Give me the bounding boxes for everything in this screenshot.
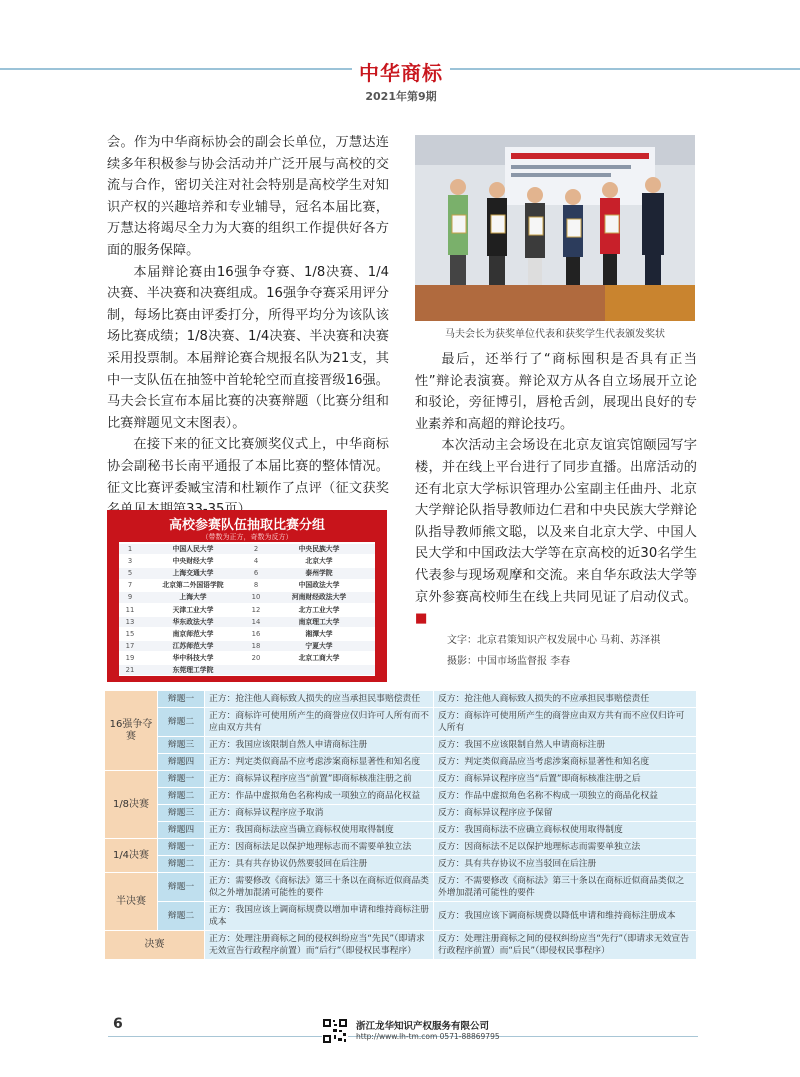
bracket-row <box>119 580 375 590</box>
round-label: 辩题二 <box>158 902 205 931</box>
bracket-seed: 13 <box>125 617 135 626</box>
bracket-seed: 5 <box>127 569 133 578</box>
bracket-seed: 20 <box>251 653 261 662</box>
bracket-seed: 17 <box>125 641 135 650</box>
pro-side: 正方：具有共存协议仍然要驳回在后注册 <box>205 856 434 873</box>
table-row <box>105 805 697 822</box>
pro-side: 正方：抢注他人商标致人损失的应当承担民事赔偿责任 <box>205 691 434 708</box>
bracket-team: 泰州学院 <box>305 569 333 578</box>
bracket-row <box>119 556 375 566</box>
bracket-seed: 10 <box>251 593 261 602</box>
con-side: 反方：因商标法不足以保护地理标志而需要单独立法 <box>434 839 697 856</box>
bracket-seed: 7 <box>127 581 133 590</box>
table-row <box>105 737 697 754</box>
stage-label: 16强争夺赛 <box>105 691 158 771</box>
round-label: 辩题三 <box>158 737 205 754</box>
bracket-row <box>119 641 375 651</box>
bracket-seed: 9 <box>127 593 133 602</box>
round-label: 辩题二 <box>158 856 205 873</box>
bracket-team: 南京理工大学 <box>298 617 340 626</box>
pro-side: 正方：我国应该上调商标规费以增加申请和维持商标注册成本 <box>205 902 434 931</box>
bracket-seed: 2 <box>253 545 259 553</box>
end-mark: ■ <box>415 611 428 627</box>
bracket-row <box>119 653 375 663</box>
con-side: 反方：商标异议程序应当“后置”即商标核准注册之后 <box>434 771 697 788</box>
paragraph: 本次活动主会场设在北京友谊宾馆颐园写字楼，并在线上平台进行了同步直播。出席活动的还有北京大学标识管理办公室副主任曲丹、北京大学辩论队指导教师边仁君和中央民族大学辩论队指导教师熊文聪，以及来自北京大学、中国人民大学和中国政法大学等在京高校的近30名学生代表参与现场观摩和交流。来自华东政法大学等京外参赛高校师生在线上共同见证了启动仪式。■ <box>415 438 697 627</box>
bracket-grid <box>119 542 375 676</box>
footer-url: http://www.lh-tm.com 0571-88869795 <box>356 1032 500 1041</box>
table-row <box>105 902 697 931</box>
footer-company: 浙江龙华知识产权服务有限公司 <box>356 1021 490 1032</box>
pro-side: 正方：需要修改《商标法》第三十条以在商标近似商品类似之外增加混淆可能性的要件 <box>205 873 434 902</box>
table-row <box>105 873 697 902</box>
bracket-seed: 16 <box>251 629 261 638</box>
table-row <box>105 691 697 708</box>
bracket-team: 北京工商大学 <box>298 653 340 662</box>
left-column <box>107 132 389 521</box>
bracket-team: 东莞理工学院 <box>172 666 214 674</box>
right-column <box>415 349 697 630</box>
table-row <box>105 931 697 960</box>
pro-side: 正方：我国应该限制自然人申请商标注册 <box>205 737 434 754</box>
bracket-seed: 3 <box>127 557 133 566</box>
paragraph: 本届辩论赛由16强争夺赛、1/8决赛、1/4决赛、半决赛和决赛组成。16强争夺赛采用评分制，每场比赛由评委打分，所得平均分为该队该场比赛成绩；1/8决赛、1/4决赛、半决赛和决赛采用投票制。本届辩论赛合规报名队为21支，其中一支队伍在抽签中首轮轮空而直接晋级16强。马夫会长宣布本届比赛的决赛辩题（比赛分组和比赛辩题见文末图表）。 <box>107 264 389 431</box>
pro-side: 正方：因商标法足以保护地理标志而不需要单独立法 <box>205 839 434 856</box>
pro-side: 正方：商标异议程序应予取消 <box>205 805 434 822</box>
bracket-team: 华东政法大学 <box>172 617 214 626</box>
pro-side: 正方：我国商标法应当确立商标权使用取得制度 <box>205 822 434 839</box>
bracket-seed: 18 <box>251 641 261 650</box>
round-label: 辩题四 <box>158 822 205 839</box>
con-side: 反方：我国应该下调商标规费以降低申请和维持商标注册成本 <box>434 902 697 931</box>
bracket-row <box>119 629 375 639</box>
stage-label: 1/8决赛 <box>105 771 158 839</box>
round-label: 辩题一 <box>158 771 205 788</box>
con-side: 反方：商标异议程序应予保留 <box>434 805 697 822</box>
text-credit: 文字：北京君策知识产权发展中心 马莉、苏泽祺 <box>447 635 661 646</box>
bracket-chart <box>107 510 387 682</box>
bracket-row <box>119 665 375 675</box>
con-side: 反方：我国商标法不应确立商标权使用取得制度 <box>434 822 697 839</box>
bracket-team: 北方工业大学 <box>298 605 340 614</box>
photo-caption: 马夫会长为获奖单位代表和获奖学生代表颁发奖状 <box>445 329 665 340</box>
qr-code-icon <box>322 1018 348 1044</box>
con-side: 反方：我国不应该限制自然人申请商标注册 <box>434 737 697 754</box>
bracket-title: 高校参赛队伍抽取比赛分组 <box>168 518 325 533</box>
table-row <box>105 708 697 737</box>
bracket-team: 南京师范大学 <box>172 629 214 638</box>
table-row <box>105 856 697 873</box>
con-side: 反方：不需要修改《商标法》第三十条以在商标近似商品类似之外增加混淆可能性的要件 <box>434 873 697 902</box>
round-label: 辩题一 <box>158 839 205 856</box>
bracket-team: 北京第二外国语学院 <box>162 581 224 590</box>
con-side: 反方：判定类似商品应当考虑涉案商标显著性和知名度 <box>434 754 697 771</box>
photo-credit: 摄影：中国市场监督报 李春 <box>447 656 571 667</box>
magazine-brand: 中华商标 <box>352 60 450 86</box>
bracket-team: 河南财经政法大学 <box>291 593 347 602</box>
table-row <box>105 839 697 856</box>
con-side: 反方：处理注册商标之间的侵权纠纷应当“先行”（即请求无效宣告行政程序前置）而“后民”（即侵权民事程序） <box>434 931 697 960</box>
stage-label: 决赛 <box>105 931 205 960</box>
table-row <box>105 754 697 771</box>
bracket-row <box>119 544 375 554</box>
bracket-team: 宁夏大学 <box>305 641 333 650</box>
round-label: 辩题一 <box>158 873 205 902</box>
bracket-team: 中国人民大学 <box>172 545 214 553</box>
con-side: 反方：具有共存协议不应当驳回在后注册 <box>434 856 697 873</box>
round-label: 辩题三 <box>158 805 205 822</box>
con-side: 反方：商标许可使用所产生的商誉应由双方共有而不应仅归许可人所有 <box>434 708 697 737</box>
bracket-row <box>119 568 375 578</box>
bracket-team: 上海大学 <box>179 593 207 602</box>
paragraph: 会。作为中华商标协会的副会长单位，万慧达连续多年积极参与协会活动并广泛开展与高校的交流与合作，密切关注对社会特别是高校学生对知识产权的兴趣培养和专业辅导，冠名本届比赛，万慧达将竭尽全力为大赛的组织工作提供好各方面的服务保障。 <box>107 135 389 258</box>
con-side: 反方：抢注他人商标致人损失的不应承担民事赔偿责任 <box>434 691 697 708</box>
table-row <box>105 822 697 839</box>
bracket-seed: 1 <box>127 545 133 553</box>
bracket-team: 北京大学 <box>305 557 333 566</box>
topics-table <box>104 690 697 960</box>
bracket-seed: 14 <box>251 617 261 626</box>
pro-side: 正方：判定类似商品不应考虑涉案商标显著性和知名度 <box>205 754 434 771</box>
award-photo <box>415 135 695 321</box>
bracket-team: 天津工业大学 <box>172 605 214 614</box>
bracket-team: 湘潭大学 <box>305 629 333 638</box>
bracket-seed: 4 <box>253 557 259 566</box>
stage-label: 半决赛 <box>105 873 158 931</box>
pro-side: 正方：商标异议程序应当“前置”即商标核准注册之前 <box>205 771 434 788</box>
round-label: 辩题一 <box>158 691 205 708</box>
bracket-team: 上海交通大学 <box>172 569 214 578</box>
con-side: 反方：作品中虚拟角色名称不构成一项独立的商品化权益 <box>434 788 697 805</box>
pro-side: 正方：处理注册商标之间的侵权纠纷应当“先民”（即请求无效宣告行政程序前置）而“后行”（即侵权民事程序） <box>205 931 434 960</box>
award-photo-illustration <box>415 135 695 321</box>
paragraph: 在接下来的征文比赛颁奖仪式上，中华商标协会副秘书长南平通报了本届比赛的整体情况。征文比赛评委臧宝清和杜颖作了点评（征文获奖 <box>107 437 389 496</box>
bracket-team: 江苏师范大学 <box>172 641 214 650</box>
bracket-seed: 12 <box>251 605 261 614</box>
bracket-seed: 6 <box>253 569 259 578</box>
bracket-team: 中国政法大学 <box>298 581 340 590</box>
paragraph: 最后，还举行了“商标囤积是否具有正当性”辩论表演赛。辩论双方从各自立场展开立论和驳论，旁征博引，唇枪舌剑，展现出良好的专业素养和高超的辩论技巧。 <box>415 352 697 432</box>
round-label: 辩题二 <box>158 788 205 805</box>
stage-label: 1/4决赛 <box>105 839 158 873</box>
bracket-seed: 11 <box>125 605 135 614</box>
bracket-seed: 8 <box>253 581 259 590</box>
bracket-row <box>119 592 375 602</box>
issue-label: 2021年第9期 <box>365 90 437 103</box>
round-label: 辩题四 <box>158 754 205 771</box>
bracket-seed: 19 <box>125 653 135 662</box>
bracket-seed: 15 <box>125 629 135 638</box>
bracket-row <box>119 617 375 627</box>
bracket-subtitle: （带数为正方，奇数为反方） <box>201 533 293 541</box>
bracket-team: 华中科技大学 <box>172 653 214 662</box>
bracket-team: 中央民族大学 <box>298 545 340 553</box>
bracket-team: 中央财经大学 <box>172 557 214 566</box>
table-row <box>105 771 697 788</box>
page-number: 6 <box>113 1016 123 1032</box>
bracket-seed: 21 <box>125 666 135 674</box>
table-row <box>105 788 697 805</box>
bracket-row <box>119 605 375 615</box>
round-label: 辩题二 <box>158 708 205 737</box>
pro-side: 正方：作品中虚拟角色名称构成一项独立的商品化权益 <box>205 788 434 805</box>
pro-side: 正方：商标许可使用所产生的商誉应仅归许可人所有而不应由双方共有 <box>205 708 434 737</box>
